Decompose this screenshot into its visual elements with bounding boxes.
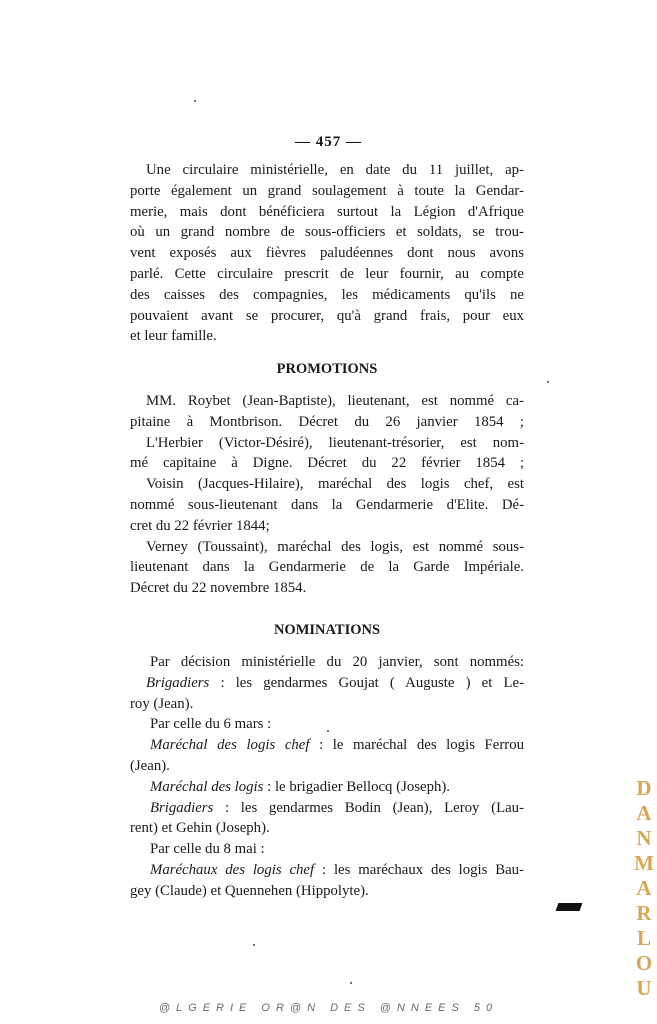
ink-speck [194, 100, 196, 102]
text-segment: : les gendarmes Bodin (Jean), Leroy (Lau- [213, 799, 524, 816]
rank-label: Brigadiers [150, 799, 214, 816]
watermark-letter: D [636, 776, 652, 800]
ink-speck [327, 730, 329, 732]
text-line: lieutenant dans la Gendarmerie de la Garde Impériale. [130, 559, 524, 576]
watermark-letter: A [636, 801, 652, 825]
text-line: nommé sous-lieutenant dans la Gendarmerie d'Elite. Dé- [130, 496, 524, 513]
text-line: Décret du 22 novembre 1854. [130, 580, 307, 597]
ink-speck [547, 381, 549, 383]
text-segment: : le brigadier Bellocq (Joseph). [263, 778, 450, 795]
text-segment: : les gendarmes Goujat ( Auguste ) et Le- [209, 674, 524, 691]
text-line [130, 735, 524, 756]
rank-label: Maréchaux des logis chef [150, 861, 315, 878]
watermark-letter: A [636, 876, 652, 900]
text-line: Par celle du 8 mai : [150, 841, 265, 858]
text-line: rent) et Gehin (Joseph). [130, 820, 270, 837]
text-line: L'Herbier (Victor-Désiré), lieutenant-trésorier, est nom- [146, 434, 524, 451]
text-line: merie, mais dont bénéficiera surtout la Légion d'Afrique [130, 203, 524, 220]
text-line: (Jean). [130, 757, 170, 774]
promotions-section [130, 391, 524, 599]
text-line: cret du 22 février 1844; [130, 517, 270, 534]
text-line: vent exposés aux fièvres paludéennes dont nous avons [130, 245, 524, 262]
watermark-letter: R [636, 901, 652, 925]
watermark-letter: L [636, 926, 651, 950]
text-segment: : les maréchaux des logis Bau- [314, 861, 524, 878]
page-number: — 457 — [295, 134, 362, 150]
footer-watermark: @LGERIE OR@N DES @NNEES 50 [158, 1002, 499, 1014]
text-line: mé capitaine à Digne. Décret du 22 février 1854 ; [130, 455, 524, 472]
text-line: MM. Roybet (Jean-Baptiste), lieutenant, est nommé ca- [146, 393, 524, 409]
text-line: Par décision ministérielle du 20 janvier, sont nommés: [150, 654, 524, 670]
text-line [130, 798, 524, 819]
rank-label: Maréchal des logis [150, 778, 264, 795]
nominations-section [130, 652, 524, 902]
text-line: gey (Claude) et Quennehen (Hippolyte). [130, 882, 369, 899]
text-line: des caisses des compagnies, les médicaments qu'ils ne [130, 286, 524, 303]
promotions-heading: PROMOTIONS [276, 361, 378, 377]
nominations-heading: NOMINATIONS [273, 622, 381, 638]
text-line: pouvaient avant se procurer, qu'à grand frais, pour eux [130, 307, 524, 324]
intro-paragraph [130, 160, 524, 347]
watermark-letter: M [634, 851, 654, 875]
text-line: et leur famille. [130, 328, 217, 345]
text-line: pitaine à Montbrison. Décret du 26 janvier 1854 ; [130, 413, 524, 430]
text-line: Une circulaire ministérielle, en date du 11 juillet, ap- [146, 162, 524, 178]
text-line: où un grand nombre de sous-officiers et soldats, se trou- [130, 224, 524, 241]
side-watermark [633, 776, 655, 1001]
rank-label: Maréchal des logis chef [150, 737, 310, 754]
watermark-letter: U [636, 976, 652, 1000]
ink-speck [253, 944, 255, 946]
text-line [130, 860, 524, 881]
watermark-letter: O [635, 951, 653, 975]
text-line: Par celle du 6 mars : [150, 716, 272, 733]
text-line: Voisin (Jacques-Hilaire), maréchal des logis chef, est [146, 476, 524, 493]
rank-label: Brigadiers [146, 674, 210, 691]
text-line [130, 673, 524, 694]
text-line: parlé. Cette circulaire prescrit de leur fournir, au compte [130, 265, 524, 282]
ink-blot [556, 903, 583, 911]
ink-speck [350, 982, 352, 984]
text-segment: : le maréchal des logis Ferrou [309, 737, 524, 754]
watermark-letter: N [636, 826, 652, 850]
text-line [130, 777, 524, 798]
text-line: roy (Jean). [130, 695, 194, 712]
text-line: Verney (Toussaint), maréchal des logis, est nommé sous- [146, 538, 524, 555]
text-line: porte également un grand soulagement à toute la Gendar- [130, 182, 524, 199]
